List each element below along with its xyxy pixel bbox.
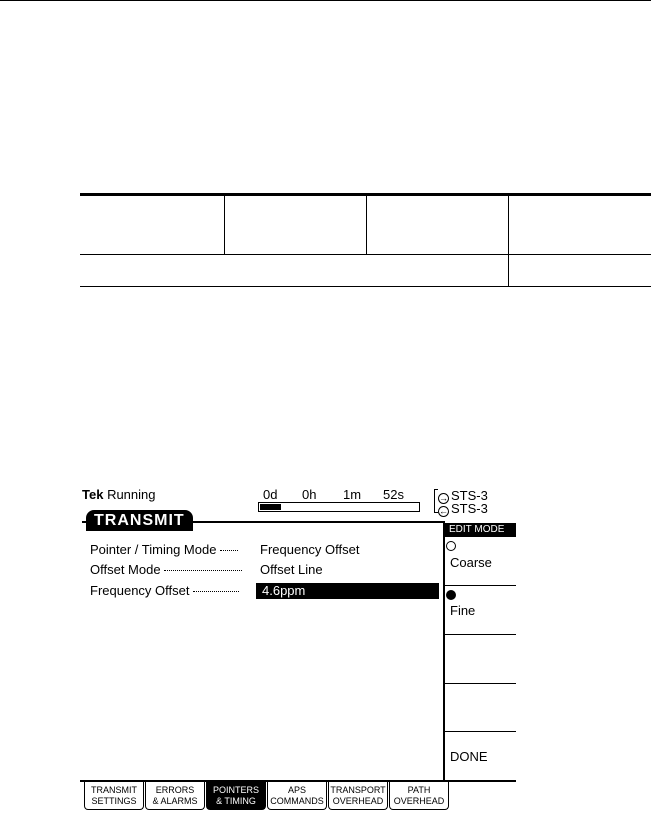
timer-hours: 0h [302, 487, 317, 502]
timer-seconds: 52s [383, 487, 404, 502]
setting-value[interactable]: Offset Line [260, 562, 323, 577]
softkey-divider [445, 634, 516, 635]
tx-arrow-icon: → [439, 493, 448, 503]
tab-label: TRANSPORT [330, 785, 386, 795]
brand-label: Tek [82, 487, 104, 502]
tab-label: & TIMING [216, 796, 256, 806]
table-header-rule [80, 254, 651, 255]
coarse-button[interactable]: Coarse [450, 555, 492, 570]
table-column-divider [366, 196, 367, 254]
softkey-divider [445, 585, 516, 586]
table-column-divider [508, 196, 509, 286]
softkey-panel-border [443, 523, 445, 780]
tab-pointers-timing[interactable] [206, 782, 266, 810]
tab-label: POINTERS [212, 785, 259, 795]
tab-label: & ALARMS [152, 796, 198, 806]
setting-row[interactable] [90, 562, 242, 577]
tab-label: PATH [407, 785, 431, 795]
dot-leader [164, 570, 242, 571]
tab-label: SETTINGS [91, 796, 137, 806]
softkey-divider [445, 731, 516, 732]
timer-days: 0d [263, 487, 278, 502]
setting-label: Pointer / Timing Mode [90, 542, 217, 557]
setting-row[interactable] [90, 542, 238, 557]
softkey-divider [445, 683, 516, 684]
tab-label: APS [287, 785, 306, 795]
table-column-divider [224, 196, 225, 254]
status-line [82, 487, 156, 502]
tx-signal-label: STS-3 [451, 488, 488, 503]
table-bottom-rule [80, 286, 651, 287]
frequency-offset-field[interactable]: 4.6ppm [256, 583, 439, 599]
edit-mode-header: EDIT MODE [445, 523, 516, 537]
coarse-knob-icon [446, 541, 456, 551]
setting-label: Frequency Offset [90, 583, 190, 598]
setting-value[interactable]: Frequency Offset [260, 542, 360, 557]
elapsed-progress-fill [260, 504, 281, 510]
fine-knob-icon [446, 590, 456, 600]
elapsed-progress-bar [258, 502, 420, 512]
tab-label: OVERHEAD [332, 796, 384, 806]
tab-label: OVERHEAD [393, 796, 445, 806]
tab-errors-alarms[interactable] [145, 782, 205, 810]
rx-signal-label: STS-3 [451, 501, 488, 516]
page-top-rule [0, 0, 651, 1]
tab-transport-overhead[interactable] [328, 782, 388, 810]
done-button[interactable]: DONE [450, 749, 488, 764]
tab-label: ERRORS [155, 785, 195, 795]
tab-transmit-settings[interactable] [84, 782, 144, 810]
run-status: Running [107, 487, 156, 502]
dot-leader [193, 591, 239, 592]
dot-leader [220, 550, 238, 551]
rx-arrow-icon: ← [439, 506, 448, 516]
setting-label: Offset Mode [90, 562, 161, 577]
tab-label: TRANSMIT [91, 785, 137, 795]
rx-signal [438, 501, 488, 517]
tab-aps-commands[interactable] [267, 782, 327, 810]
fine-button[interactable]: Fine [450, 603, 476, 618]
tab-path-overhead[interactable] [389, 782, 449, 810]
screen-title: TRANSMIT [86, 510, 193, 531]
tab-label: COMMANDS [270, 796, 324, 806]
setting-row[interactable] [90, 583, 239, 598]
timer-minutes: 1m [343, 487, 362, 502]
